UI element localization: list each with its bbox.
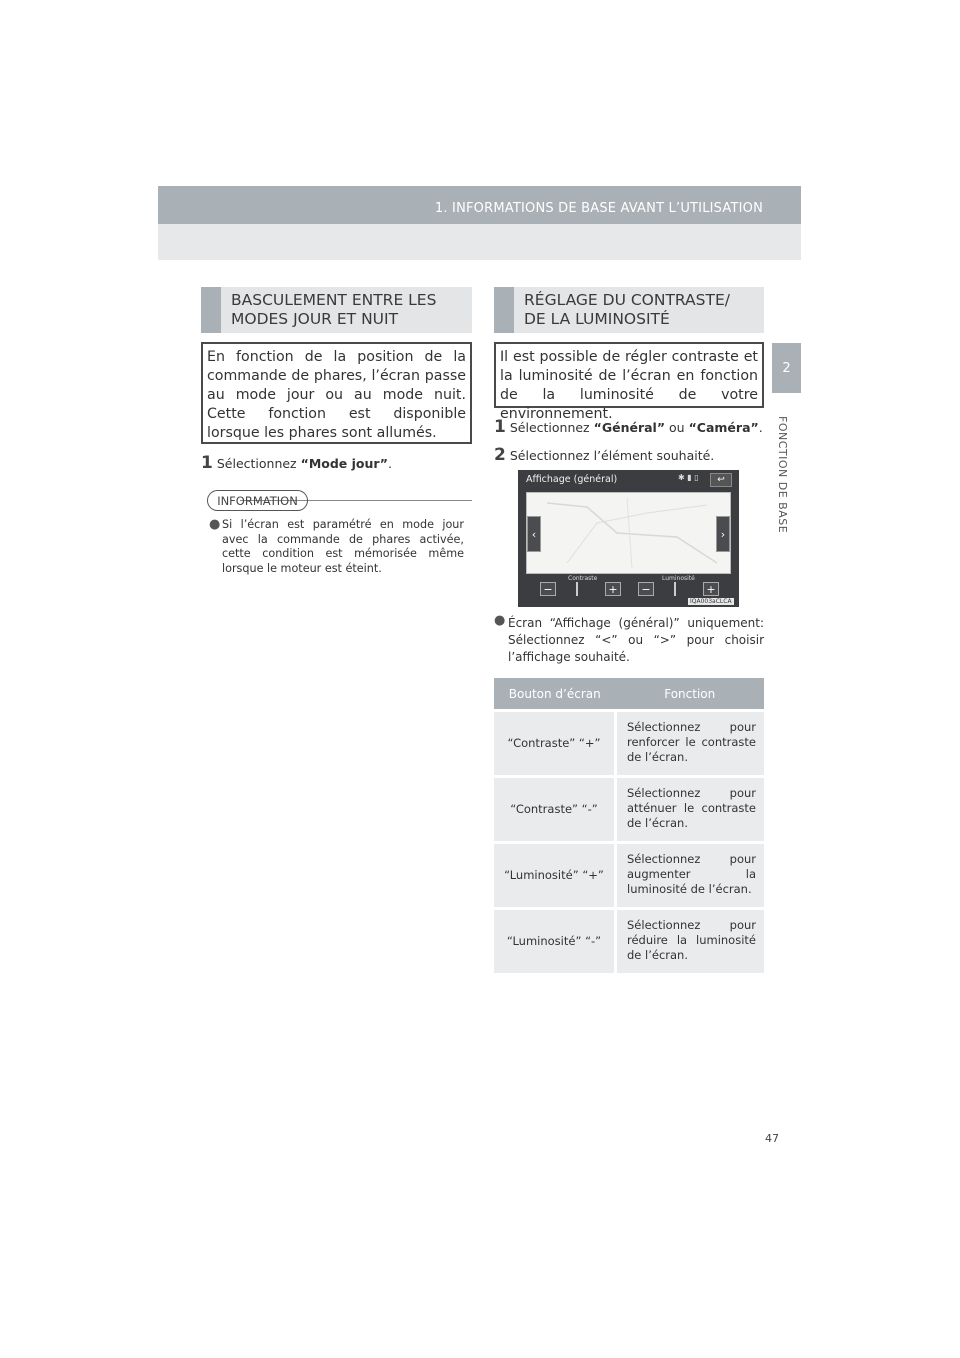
table-cell-button: “Contraste” “-” (494, 777, 616, 843)
brightness-level-bar (674, 582, 676, 596)
info-badge: INFORMATION (207, 490, 308, 511)
screen-bullet-text: Écran “Affichage (général)” uniquement: Sélectionnez “<” ou “>” pour choisir l’affichage souhaité. (508, 616, 764, 664)
function-table (494, 678, 764, 973)
back-icon[interactable]: ↩ (710, 473, 732, 487)
intro-text: En fonction de la position de la commande de phares, l’écran passe au mode jour ou au mode nuit. Cette fonction est disponible lorsque les phares sont allumés. (207, 349, 466, 441)
status-icons: ✱ ▮ ▯ (678, 473, 699, 482)
step-number: 1 (201, 453, 213, 473)
table-cell-function: Sélectionnez pour renforcer le contraste de l’écran. (616, 711, 765, 777)
page-number: 47 (765, 1132, 779, 1145)
step-target: “Mode jour” (300, 456, 389, 471)
step-text: Sélectionnez (216, 456, 301, 471)
table-cell-function: Sélectionnez pour réduire la luminosité de l’écran. (616, 909, 765, 974)
step-text: Sélectionnez l’élément souhaité. (509, 448, 715, 463)
intro-box-contrast (494, 342, 764, 422)
screen-title: Affichage (général) (526, 474, 618, 485)
section-heading-text: RÉGLAGE DU CONTRASTE/ DE LA LUMINOSITÉ (524, 291, 730, 328)
table-cell-function: Sélectionnez pour augmenter la luminosité de l’écran. (616, 843, 765, 909)
table-header-row (494, 678, 764, 711)
section-heading-contrast (494, 287, 764, 333)
info-bullet-text: Si l’écran est paramétré en mode jour avec la commande de phares activée, cette condition est mémorisée même lorsque le moteur est éteint. (222, 518, 464, 575)
table-row (494, 843, 764, 909)
table-row (494, 777, 764, 843)
section-heading-day-night (201, 287, 472, 333)
brightness-minus-button[interactable]: − (638, 582, 654, 596)
prev-arrow-button[interactable]: ‹ (527, 516, 541, 552)
table-cell-button: “Contraste” “+” (494, 711, 616, 777)
table-row (494, 711, 764, 777)
contrast-minus-button[interactable]: − (540, 582, 556, 596)
chapter-label: FONCTION DE BASE (776, 416, 789, 534)
contrast-plus-button[interactable]: + (605, 582, 621, 596)
table-header: Bouton d’écran (494, 678, 616, 711)
map-preview (526, 492, 731, 574)
contrast-level-bar (576, 582, 578, 596)
chapter-tab: 2 (772, 343, 801, 393)
step-1-general-camera: 1 Sélectionnez “Général” ou “Caméra”. (494, 417, 763, 437)
step-target-camera: “Caméra” (688, 420, 759, 435)
header-bar (158, 186, 801, 224)
table-cell-button: “Luminosité” “-” (494, 909, 616, 974)
header-sub-band (158, 224, 801, 260)
intro-text: Il est possible de régler contraste et la luminosité de l’écran en fonction de la luminosité de votre environnement. (500, 349, 758, 422)
display-screenshot (518, 470, 739, 607)
header-title: 1. INFORMATIONS DE BASE AVANT L’UTILISATION (434, 201, 763, 216)
step-1-mode-jour: 1 Sélectionnez “Mode jour”. (201, 453, 392, 473)
map-lines-icon (527, 493, 730, 573)
figure-code: IQA003aCLCA (690, 598, 732, 605)
bullet-icon: ● (494, 613, 506, 628)
step-number: 2 (494, 445, 506, 465)
table-header: Fonction (616, 678, 765, 711)
next-arrow-button[interactable]: › (716, 516, 730, 552)
table-cell-button: “Luminosité” “+” (494, 843, 616, 909)
brightness-plus-button[interactable]: + (703, 582, 719, 596)
step-target-general: “Général” (593, 420, 666, 435)
step-2-select-item (494, 445, 714, 465)
brightness-label: Luminosité (662, 575, 695, 582)
step-number: 1 (494, 417, 506, 437)
contrast-label: Contraste (568, 575, 598, 582)
table-row (494, 909, 764, 974)
section-heading-text: BASCULEMENT ENTRE LES MODES JOUR ET NUIT (231, 291, 437, 328)
bullet-icon: ● (209, 517, 221, 532)
table-cell-function: Sélectionnez pour atténuer le contraste de l’écran. (616, 777, 765, 843)
intro-box-day-night (201, 342, 472, 444)
